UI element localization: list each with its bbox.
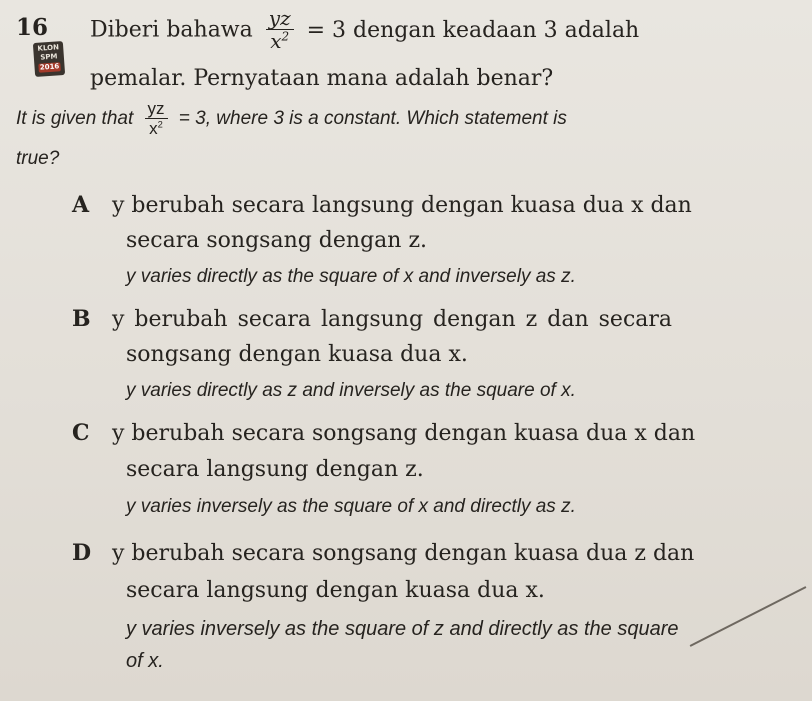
fraction-denominator — [266, 30, 294, 53]
option-d-letter: D — [72, 540, 92, 566]
fraction-yz-over-x2 — [266, 8, 294, 53]
fraction-denominator-english — [145, 119, 168, 139]
option-b-english: y varies directly as z and inversely as the square of x. — [126, 380, 576, 401]
denominator-exponent: 2 — [281, 29, 290, 44]
option-a-malay-line1: y berubah secara langsung dengan kuasa dua x dan — [112, 193, 692, 218]
fraction-numerator: yz — [266, 8, 294, 30]
stamp-line-2: SPM — [40, 52, 58, 62]
option-a-english: y varies directly as the square of x and inversely as z. — [126, 266, 576, 287]
option-c-malay-line2: secara langsung dengan z. — [126, 457, 424, 482]
option-b-malay-line2: songsang dengan kuasa dua x. — [126, 342, 468, 367]
option-a-malay-line2: secara songsang dengan z. — [126, 228, 428, 253]
stamp-line-1: KLON — [37, 43, 60, 53]
question-stem-malay-line2: pemalar. Pernyataan mana adalah benar? — [90, 66, 554, 91]
stem-en-suffix: = 3, where 3 is a constant. Which statement is — [178, 108, 567, 130]
exam-stamp-logo — [33, 41, 65, 77]
option-b-letter: B — [72, 306, 91, 332]
option-b-malay-line1: y berubah secara langsung dengan z dan secara — [112, 307, 673, 332]
stem-ms-prefix: Diberi bahawa — [90, 17, 253, 43]
option-c-letter: C — [72, 420, 90, 446]
option-d-english-line2: of x. — [126, 650, 164, 672]
pencil-mark — [690, 586, 807, 646]
option-a-letter: A — [72, 192, 90, 218]
option-c-english: y varies inversely as the square of x and directly as z. — [126, 496, 576, 517]
denominator-exponent-english: 2 — [157, 119, 163, 130]
question-number: 16 — [16, 14, 49, 41]
option-d-malay-line2: secara langsung dengan kuasa dua x. — [126, 578, 545, 603]
stamp-year: 2016 — [39, 62, 60, 72]
fraction-numerator-english: yz — [145, 100, 168, 119]
denominator-base-english: x — [149, 118, 158, 138]
question-stem-english — [16, 100, 567, 138]
option-c-malay-line1: y berubah secara songsang dengan kuasa dua x dan — [112, 421, 696, 446]
option-d-malay-line1: y berubah secara songsang dengan kuasa dua z dan — [112, 541, 695, 566]
question-stem-english-line2: true? — [16, 148, 60, 169]
fraction-yz-over-x2-english — [145, 100, 168, 138]
stem-ms-suffix: = 3 dengan keadaan 3 adalah — [306, 18, 640, 43]
option-d-english-line1: y varies inversely as the square of z and directly as the square — [126, 618, 679, 640]
question-stem-malay — [90, 8, 639, 53]
stem-en-prefix: It is given that — [16, 108, 134, 130]
denominator-base: x — [270, 29, 282, 53]
